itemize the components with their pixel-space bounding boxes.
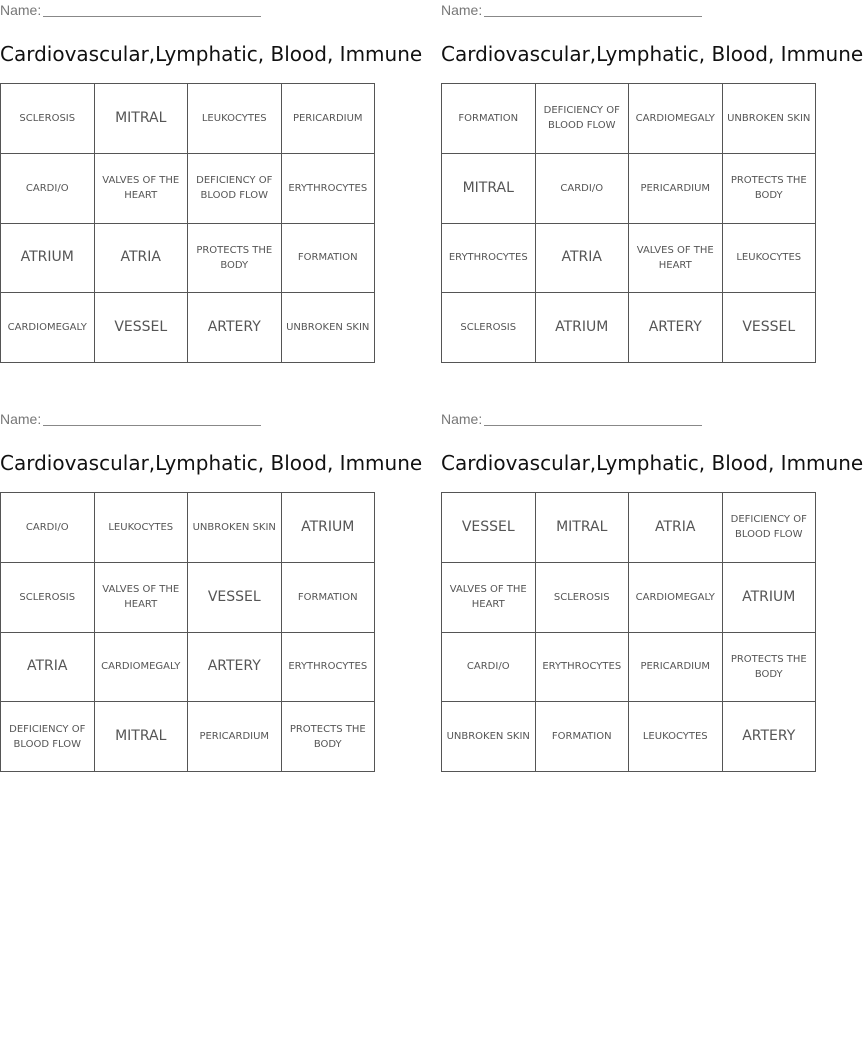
grid-cell: ARTERY (629, 293, 723, 363)
grid-cell: ERYTHROCYTES (442, 224, 536, 294)
grid-cell: FORMATION (282, 563, 376, 633)
grid-cell: DEFICIENCY OF BLOOD FLOW (1, 702, 95, 772)
bingo-grid (441, 492, 816, 772)
grid-cell: ARTERY (723, 702, 817, 772)
grid-cell: CARDIOMEGALY (95, 633, 189, 703)
grid-cell: VALVES OF THE HEART (95, 154, 189, 224)
bingo-grid (441, 83, 816, 363)
grid-cell: PROTECTS THE BODY (723, 633, 817, 703)
grid-cell: ERYTHROCYTES (282, 633, 376, 703)
card-title: Cardiovascular,Lymphatic, Blood, Immune (0, 451, 423, 475)
grid-cell: FORMATION (536, 702, 630, 772)
grid-cell: CARDIOMEGALY (1, 293, 95, 363)
grid-cell: ERYTHROCYTES (536, 633, 630, 703)
grid-cell: UNBROKEN SKIN (282, 293, 376, 363)
grid-cell: ATRIA (1, 633, 95, 703)
grid-cell: PROTECTS THE BODY (188, 224, 282, 294)
grid-cell: SCLEROSIS (1, 563, 95, 633)
grid-cell: LEUKOCYTES (95, 493, 189, 563)
grid-cell: ATRIUM (282, 493, 376, 563)
card-title: Cardiovascular,Lymphatic, Blood, Immune (0, 42, 423, 66)
name-label: Name: (0, 411, 42, 427)
grid-cell: DEFICIENCY OF BLOOD FLOW (188, 154, 282, 224)
grid-cell: UNBROKEN SKIN (723, 84, 817, 154)
grid-cell: VESSEL (442, 493, 536, 563)
name-blank (43, 413, 261, 426)
grid-cell: DEFICIENCY OF BLOOD FLOW (536, 84, 630, 154)
name-label: Name: (0, 2, 42, 18)
grid-cell: PERICARDIUM (282, 84, 376, 154)
grid-cell: PROTECTS THE BODY (723, 154, 817, 224)
card-title: Cardiovascular,Lymphatic, Blood, Immune (441, 42, 863, 66)
bingo-grid (0, 492, 375, 772)
name-blank (484, 413, 702, 426)
grid-cell: ARTERY (188, 293, 282, 363)
grid-cell: FORMATION (282, 224, 376, 294)
grid-cell: CARDIOMEGALY (629, 563, 723, 633)
grid-cell: CARDI/O (536, 154, 630, 224)
grid-cell: PERICARDIUM (188, 702, 282, 772)
grid-cell: FORMATION (442, 84, 536, 154)
grid-cell: VALVES OF THE HEART (442, 563, 536, 633)
grid-cell: ATRIUM (723, 563, 817, 633)
name-label: Name: (441, 2, 483, 18)
grid-cell: MITRAL (442, 154, 536, 224)
name-blank (43, 4, 261, 17)
grid-cell: VESSEL (95, 293, 189, 363)
bingo-grid (0, 83, 375, 363)
name-blank (484, 4, 702, 17)
grid-cell: UNBROKEN SKIN (442, 702, 536, 772)
grid-cell: CARDI/O (1, 154, 95, 224)
grid-cell: MITRAL (95, 84, 189, 154)
name-line (441, 2, 702, 18)
grid-cell: PERICARDIUM (629, 633, 723, 703)
grid-cell: ATRIUM (1, 224, 95, 294)
grid-cell: CARDI/O (442, 633, 536, 703)
grid-cell: UNBROKEN SKIN (188, 493, 282, 563)
grid-cell: MITRAL (536, 493, 630, 563)
grid-cell: LEUKOCYTES (723, 224, 817, 294)
name-label: Name: (441, 411, 483, 427)
name-line (441, 411, 702, 427)
grid-cell: VALVES OF THE HEART (629, 224, 723, 294)
grid-cell: ATRIA (629, 493, 723, 563)
grid-cell: ATRIA (95, 224, 189, 294)
name-line (0, 2, 261, 18)
grid-cell: CARDI/O (1, 493, 95, 563)
grid-cell: VALVES OF THE HEART (95, 563, 189, 633)
grid-cell: CARDIOMEGALY (629, 84, 723, 154)
grid-cell: ARTERY (188, 633, 282, 703)
grid-cell: PROTECTS THE BODY (282, 702, 376, 772)
grid-cell: LEUKOCYTES (629, 702, 723, 772)
grid-cell: VESSEL (723, 293, 817, 363)
card-title: Cardiovascular,Lymphatic, Blood, Immune (441, 451, 863, 475)
grid-cell: ATRIUM (536, 293, 630, 363)
grid-cell: VESSEL (188, 563, 282, 633)
grid-cell: ATRIA (536, 224, 630, 294)
grid-cell: ERYTHROCYTES (282, 154, 376, 224)
grid-cell: PERICARDIUM (629, 154, 723, 224)
grid-cell: SCLEROSIS (1, 84, 95, 154)
grid-cell: SCLEROSIS (442, 293, 536, 363)
name-line (0, 411, 261, 427)
grid-cell: DEFICIENCY OF BLOOD FLOW (723, 493, 817, 563)
grid-cell: LEUKOCYTES (188, 84, 282, 154)
grid-cell: MITRAL (95, 702, 189, 772)
grid-cell: SCLEROSIS (536, 563, 630, 633)
